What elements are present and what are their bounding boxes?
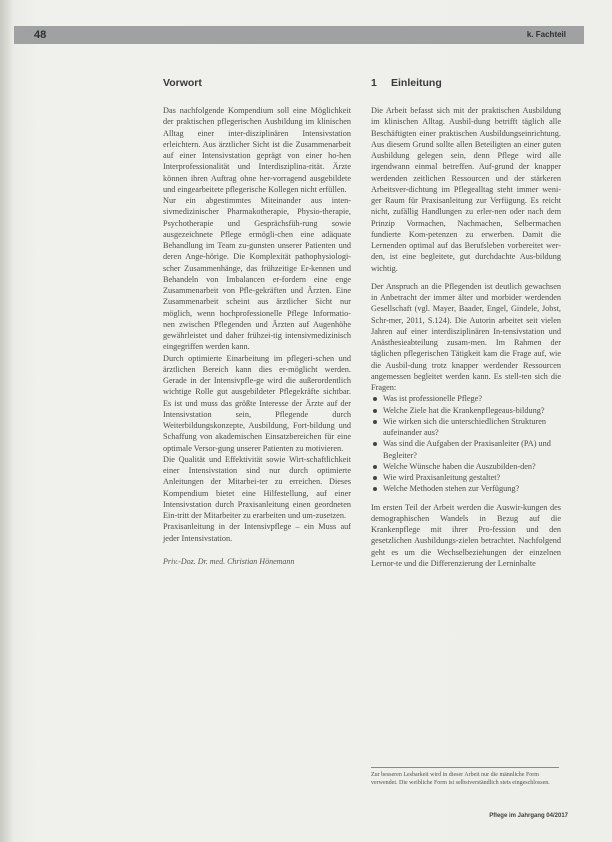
preface-signature: Priv.-Doz. Dr. med. Christian Hönemann [163, 556, 295, 566]
bullet-icon [373, 409, 377, 413]
question-item: Welche Wünsche haben die Auszubilden-den? [371, 461, 561, 472]
intro-paragraph-3: Im ersten Teil der Arbeit werden die Auswir-kungen des demographischen Wandels in Bezug auf die Krankenpflege mit ihrer Pro-fession und den gesetzlichen Ausbildungs-zielen betrachtet. Nachfolgend geht es um die Wechselbeziehungen der einzelnen Lernor-te und die Differenzierung der Lerninhalte [371, 502, 561, 568]
question-item: Welche Methoden stehen zur Verfügung? [371, 483, 561, 494]
preface-paragraph-4: Die Qualität und Effektivität sowie Wirt-schaftlichkeit einer Intensivstation sind nur durch optimierte Anleitungen der Mitarbei-ter zu erreichen. Dieses Kompendium bietet eine Hilfestellung, auf einer Intensivstation durch Praxisanleitung einen geordneten Ein-tritt der Mitarbeiter zu erarbeiten und um-zusetzen. [163, 454, 351, 520]
section-label: k. Fachteil [526, 30, 566, 39]
page-number: 48 [34, 29, 47, 41]
chapter-title: Einleitung [391, 77, 442, 89]
right-column [371, 78, 561, 569]
question-item: Wie wird Praxisanleitung gestaltet? [371, 472, 561, 483]
preface-paragraph-1: Das nachfolgende Kompendium soll eine Möglichkeit der praktischen pflegerischen Ausbildung im klinischen Alltag einer inter-disziplinären Intensivstation erleichtern. Aus ärztlicher Sicht ist die Zusammenarbeit auf einer Intensivstation geprägt von einer ho-hen Interprofessionalität und Interdisziplina-rität. Ärzte können ihren Auftrag ohne her-vorragend ausgebildete und eingearbeitete pflegerische Kollegen nicht erfüllen. [163, 106, 351, 194]
question-item: Welche Ziele hat die Krankenpflegeaus-bildung? [371, 405, 561, 416]
footnote: Zur besseren Lesbarkeit wird in dieser Arbeit nur die männliche Form verwendet. Die weibliche Form ist selbstverständlich stets eingeschlossen. [371, 772, 550, 786]
question-item: Wie wirken sich die unterschiedlichen Strukturen aufeinander aus? [371, 416, 561, 439]
intro-paragraph-1: Die Arbeit befasst sich mit der praktischen Ausbildung im klinischen Alltag. Ausbil-dung betrifft täglich alle Beschäftigten einer praktischen Ausbildungseinrichtung. Aus diesem Grund sollte allen Beteiligten an einer guten Ausbildung gelegen sein, denn Pflege wird alle irgendwann einmal betreffen. Auf-grund der knapper werdenden zeitlichen Ressourcen und der stärkeren Arbeitsver-dichtung im Pflegealltag steht immer weni-ger Raum für Praxisanleitung zur Verfügung. Es reicht nicht, zufällig Handlungen zu erler-nen oder nach dem Prinzip Vormachen, Nachmachen, Selbermachen fundierte Kom-petenzen zu erwerben. Damit die Lernenden optimal auf das Berufsleben vorbereitet wer-den, ist eine begleitete, gut durchdachte Aus-bildung wichtig. [371, 106, 561, 273]
journal-footer: Pflege im Jahrgang 04/2017 [489, 813, 568, 819]
preface-paragraph-2: Nur ein abgestimmtes Miteinander aus inten-sivmedizinischer Pharmakotherapie, Physio-therapie, Psychotherapie und Gesprächsfüh-rung sowie ausgezeichnete Pflege ermögli-chen eine adäquate Behandlung im Team zu-gunsten unserer Patienten und deren Ange-hörige. Die Komplexität pathophysiologi-scher Zusammenhänge, das frühzeitige Er-kennen und Behandeln von Imbalancen er-fordern eine enge Zusammenarbeit von Pfle-gekräften und Ärzten. Eine Zusammenarbeit scheint aus ärztlicher Sicht nur möglich, wenn hochprofessionelle Pflege Informatio-nen zwischen Pflegenden und Ärzten auf Augenhöhe gewährleistet und daher frühzei-tig intensivmedizinisch eingegriffen werden kann. [163, 196, 351, 352]
footnote-divider [371, 767, 559, 768]
preface-paragraph-5: Praxisanleitung in der Intensivpflege – ein Muss auf jeder Intensivstation. [163, 522, 351, 543]
question-item: Was ist professionelle Pflege? [371, 393, 561, 404]
bullet-icon [373, 397, 377, 401]
preface-heading: Vorwort [163, 77, 202, 89]
chapter-number: 1 [371, 77, 377, 89]
chapter-heading [371, 78, 561, 94]
bullet-icon [373, 487, 377, 491]
question-list [371, 393, 561, 494]
intro-paragraph-2: Der Anspruch an die Pflegenden ist deutlich gewachsen in Anbetracht der immer älter und morbider werdenden Gesellschaft (vgl. Mayer, Baader, Engel, Gindele, Jobst, Schr-mer, 2011, S.124). Die Autorin arbeitet seit vielen Jahren auf einer interdisziplinären In-tensivstation und Anästhesieabteilung zusam-men. Im Rahmen der täglichen pflegerischen Tätigkeit kam die Frage auf, wie die Ausbil-dung trotz knapper werdender Ressourcen angemessen begleitet werden kann. Es stell-ten sich die Fragen: [371, 281, 561, 392]
bullet-icon [373, 476, 377, 480]
bullet-icon [373, 465, 377, 469]
preface-paragraph-3: Durch optimierte Einarbeitung im pflegeri-schen und ärztlichen Bereich kann dies er-möglicht werden. Gerade in der Intensivpfle-ge wird die außerordentlich wichtige Rolle gut ausgebildeter Pflegekräfte sichtbar. Es ist und muss das größte Interesse der Ärzte auf der Intensivstation sein, Pflegende durch Weiterbildungskonzepte, Ausbildung, Fort-bildung und Schaffung von akademischen Einsatzbereichen für eine optimale Versor-gung unserer Patienten zu motivieren. [163, 353, 351, 453]
bullet-icon [373, 420, 377, 424]
header-bar [14, 26, 584, 44]
question-item: Was sind die Aufgaben der Praxisanleiter (PA) und Begleiter? [371, 438, 561, 461]
bullet-icon [373, 442, 377, 446]
left-column [163, 78, 351, 567]
